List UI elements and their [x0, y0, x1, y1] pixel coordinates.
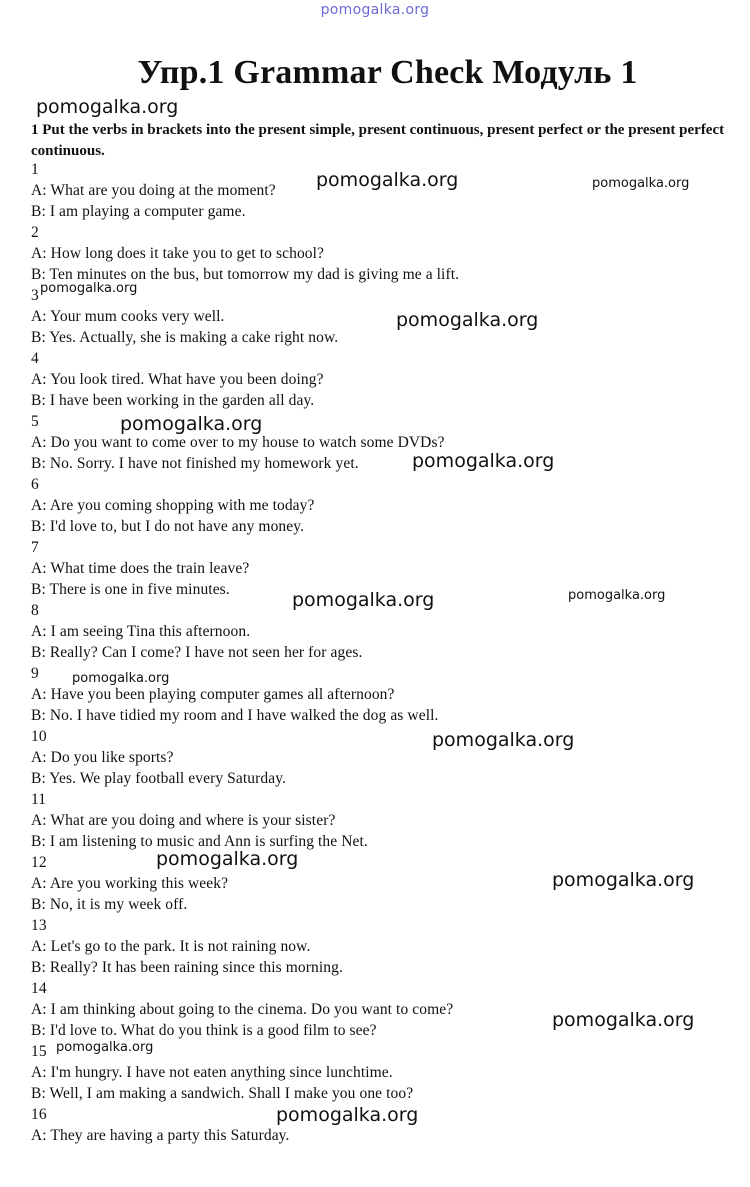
speaker-b-line: B: No. Sorry. I have not finished my homework yet. [31, 455, 359, 472]
watermark: pomogalka.org [552, 869, 695, 891]
speaker-b-line: B: Really? It has been raining since this morning. [31, 959, 343, 976]
watermark: pomogalka.org [396, 309, 539, 331]
speaker-b-line: B: No. I have tidied my room and I have walked the dog as well. [31, 707, 439, 724]
exercise-instruction: 1 Put the verbs in brackets into the present simple, present continuous, present perfect or the present perfect continuous. [31, 122, 725, 159]
dialogue-number: 14 [31, 980, 47, 997]
speaker-b-line: B: Well, I am making a sandwich. Shall I make you one too? [31, 1085, 414, 1102]
site-link[interactable]: pomogalka.org [320, 2, 430, 18]
watermark: pomogalka.org [120, 413, 263, 435]
watermark: pomogalka.org [432, 729, 575, 751]
dialogue-number: 7 [31, 539, 39, 556]
speaker-b-line: B: I'd love to. What do you think is a good film to see? [31, 1022, 377, 1039]
watermark: pomogalka.org [56, 1040, 154, 1055]
speaker-a-line: A: How long does it take you to get to school? [31, 245, 325, 262]
dialogue-number: 5 [31, 413, 39, 430]
speaker-a-line: A: I'm hungry. I have not eaten anything since lunchtime. [31, 1064, 393, 1081]
watermark: pomogalka.org [276, 1104, 419, 1126]
speaker-b-line: B: Yes. We play football every Saturday. [31, 770, 287, 787]
dialogue-number: 10 [31, 728, 47, 745]
watermark: pomogalka.org [36, 96, 179, 118]
speaker-b-line: B: I'd love to, but I do not have any money. [31, 518, 305, 535]
speaker-b-line: B: I am listening to music and Ann is surfing the Net. [31, 833, 368, 850]
dialogue-number: 8 [31, 602, 39, 619]
watermark: pomogalka.org [292, 589, 435, 611]
dialogue-number: 4 [31, 350, 39, 367]
watermark: pomogalka.org [40, 281, 138, 296]
speaker-a-line: A: I am seeing Tina this afternoon. [31, 623, 251, 640]
speaker-b-line: B: Yes. Actually, she is making a cake right now. [31, 329, 339, 346]
dialogue-number: 3 [31, 287, 39, 304]
watermark: pomogalka.org [156, 848, 299, 870]
watermark: pomogalka.org [412, 450, 555, 472]
speaker-a-line: A: I am thinking about going to the cinema. Do you want to come? [31, 1001, 454, 1018]
speaker-a-line: A: Do you like sports? [31, 749, 174, 766]
speaker-b-line: B: I have been working in the garden all day. [31, 392, 315, 409]
dialogue-number: 15 [31, 1043, 47, 1060]
watermark: pomogalka.org [568, 588, 666, 603]
speaker-a-line: A: What are you doing at the moment? [31, 182, 276, 199]
speaker-a-line: A: Are you coming shopping with me today? [31, 497, 315, 514]
dialogue-number: 6 [31, 476, 39, 493]
speaker-a-line: A: What are you doing and where is your sister? [31, 812, 336, 829]
speaker-a-line: A: Your mum cooks very well. [31, 308, 225, 325]
speaker-a-line: A: What time does the train leave? [31, 560, 250, 577]
speaker-a-line: A: They are having a party this Saturday. [31, 1127, 290, 1144]
speaker-b-line: B: I am playing a computer game. [31, 203, 246, 220]
watermark: pomogalka.org [592, 176, 690, 191]
speaker-a-line: A: Have you been playing computer games all afternoon? [31, 686, 395, 703]
speaker-a-line: A: You look tired. What have you been doing? [31, 371, 324, 388]
watermark: pomogalka.org [72, 671, 170, 686]
speaker-b-line: B: Ten minutes on the bus, but tomorrow my dad is giving me a lift. [31, 266, 460, 283]
watermark: pomogalka.org [316, 169, 459, 191]
speaker-b-line: B: Really? Can I come? I have not seen her for ages. [31, 644, 363, 661]
dialogue-number: 1 [31, 161, 39, 178]
speaker-a-line: A: Let's go to the park. It is not raining now. [31, 938, 311, 955]
watermark: pomogalka.org [552, 1009, 695, 1031]
speaker-b-line: B: There is one in five minutes. [31, 581, 230, 598]
page-title: Упр.1 Grammar Check Модуль 1 [137, 54, 638, 91]
dialogue-number: 9 [31, 665, 39, 682]
dialogue-number: 2 [31, 224, 39, 241]
speaker-b-line: B: No, it is my week off. [31, 896, 188, 913]
dialogue-number: 16 [31, 1106, 47, 1123]
speaker-a-line: A: Do you want to come over to my house to watch some DVDs? [31, 434, 445, 451]
dialogue-number: 13 [31, 917, 47, 934]
dialogue-number: 11 [31, 791, 47, 808]
speaker-a-line: A: Are you working this week? [31, 875, 229, 892]
dialogue-number: 12 [31, 854, 47, 871]
